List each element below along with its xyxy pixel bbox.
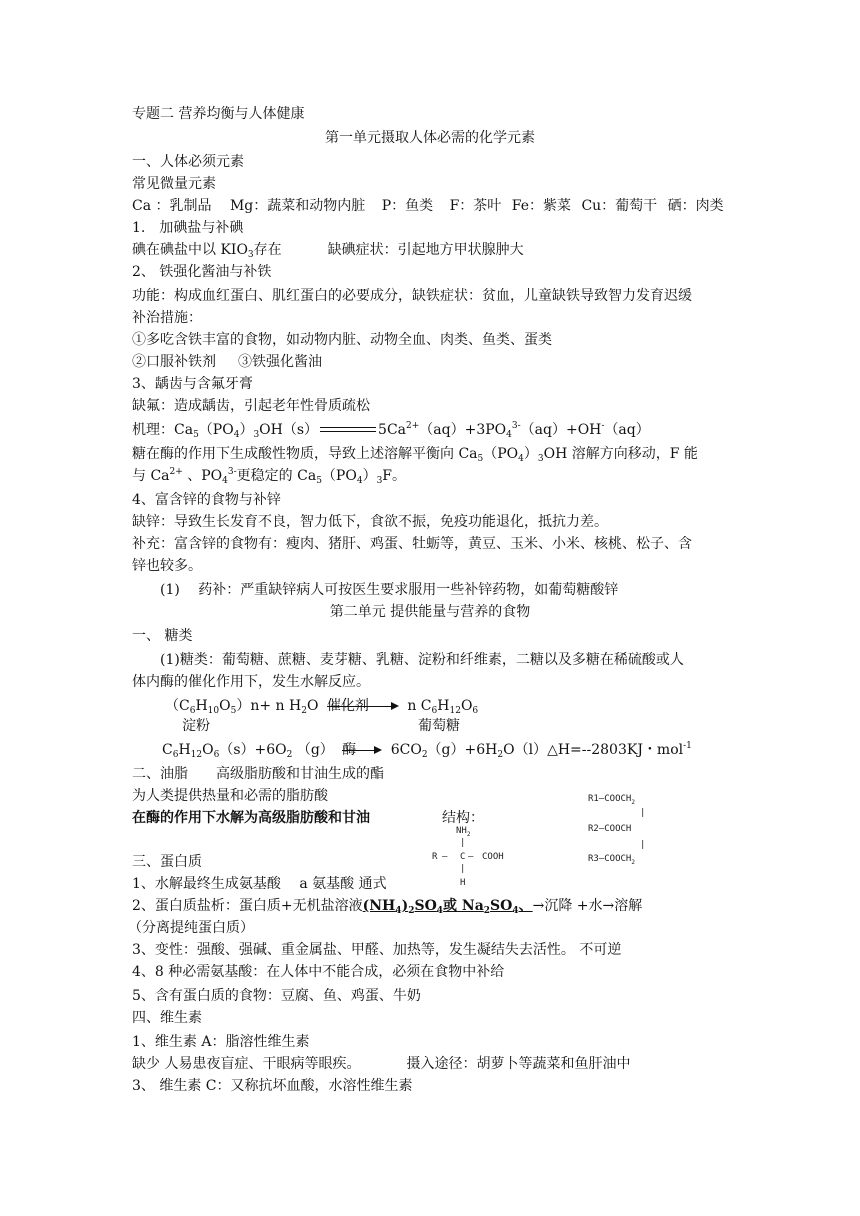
fat-heading: 二、油脂 高级脂肪酸和甘油生成的酯 [132, 766, 384, 782]
glucose-oxidation-equation: $C_6H_{12}O_6(s)+6O_2$ （g） 酶 $6CO_2(g)+6H_2O(l)\triangle H=--2803KJ$・mol$^{-1}$ [162, 741, 692, 760]
unit2-title: 第二单元 提供能量与营养的食物 [329, 604, 531, 620]
protein-heading: 三、蛋白质 [132, 854, 202, 870]
fat-hydrolysis-line [132, 808, 484, 828]
iron-function: 功能：构成血红蛋白、肌红蛋白的必要成分，缺铁症状：贫血，儿童缺铁导致智力发育迟缓 [132, 288, 692, 304]
iron-heading: 2、 铁强化酱油与补铁 [132, 264, 272, 280]
vitamin-a-detail [132, 1054, 630, 1074]
fluorine-mechanism-1: 糖在酶的作用下生成酸性物质，导致上述溶解平衡向 $Ca_5(PO_4)_3OH$ 溶解方向移动，F 能 [132, 446, 698, 464]
amino-group: $NH_2$ [456, 826, 471, 838]
fluorine-lack: 缺氟：造成龋齿，引起老年性骨质疏松 [132, 398, 370, 414]
iron-measure-1: ①多吃含铁丰富的食物，如动物内脏、动物全血、肉类、鱼类、蛋类 [132, 332, 552, 348]
mechanism-text-2d: F。 [382, 468, 407, 484]
topic-heading: 专题二 营养均衡与人体健康 [132, 106, 305, 122]
hydrolysis-equation: $(C_6H_{10}O_5)n+ n$ $H_2O$ 催化剂 n $C_6H_{12}O_6$ [165, 698, 479, 716]
protein-purification: （分离提纯蛋白质） [128, 920, 254, 936]
sugar-paragraph-2: 体内酶的催化作用下，发生水解反应。 [132, 674, 370, 690]
iron-measures-label: 补治措施： [132, 310, 202, 326]
structure-label: 结构： [442, 810, 484, 826]
zinc-supplement-2: 锌也较多。 [132, 558, 202, 574]
protein-foods: 5、含有蛋白质的食物：豆腐、鱼、鸡蛋、牛奶 [132, 988, 421, 1004]
salting-out-result: →沉降 +水→溶解 [532, 898, 643, 914]
trace-item: P：鱼类 [381, 198, 434, 214]
sugar-heading: 一、 糖类 [132, 628, 193, 644]
protein-salting-out [132, 896, 642, 916]
zinc-heading: 4、富含锌的食物与补锌 [132, 492, 281, 508]
ester-row-1: $R1—COOCH_2$ [588, 794, 635, 806]
enthalpy: △H=--2803KJ・mol [547, 742, 684, 758]
iodine-form-end: 存在 [253, 242, 282, 258]
ester-bond: | [640, 808, 646, 818]
unit1-title: 第一单元摄取人体必需的化学元素 [325, 130, 535, 146]
reaction-arrow-icon [327, 696, 399, 716]
amino-r: R [432, 852, 438, 862]
trace-item: Fe：紫菜 [511, 198, 571, 214]
starch-label: 淀粉 [182, 718, 210, 734]
salt-solution-examples: $(NH_4)_2SO_4$或 $Na_2SO_4$、 [362, 898, 533, 916]
amino-bond: | [460, 838, 466, 848]
fat-paragraph: 为人类提供热量和必需的脂肪酸 [132, 788, 328, 804]
zinc-drug: (1) 药补：严重缺锌病人可按医生要求服用一些补锌药物，如葡萄糖酸锌 [160, 582, 619, 598]
iron-measures-2-3 [132, 352, 322, 372]
triglyceride-structure [588, 794, 698, 874]
zinc-lack: 缺锌：导致生长发育不良，智力低下，食欲不振，免疫功能退化，抵抗力差。 [132, 514, 608, 530]
vitamin-a-deficiency: 缺少 人易患夜盲症、干眼病等眼疾。 [132, 1056, 361, 1072]
amino-bond: | [460, 864, 466, 874]
equilibrium-arrow-icon [320, 424, 376, 436]
fluorine-heading: 3、龋齿与含氟牙膏 [132, 376, 253, 392]
protein-denaturation: 3、变性：强酸、强碱、重金属盐、甲醛、加热等，发生凝结失去活性。 不可逆 [132, 942, 622, 958]
trace-item: Ca ：乳制品 [132, 198, 212, 214]
fluorine-mechanism-2: 与 $Ca^{2+}$ 、$PO_4^{3-}$更稳定的 $Ca_5(PO_4)_3F$。 [132, 467, 407, 486]
trace-item: Mg：蔬菜和动物内脏 [229, 198, 366, 214]
fat-hydrolysis-bold: 在酶的作用下水解为高级脂肪酸和甘油 [132, 810, 370, 826]
essential-amino-acids: 4、8 种必需氨基酸：在人体中不能合成，必须在食物中补给 [132, 964, 505, 980]
ester-bond: | [640, 840, 646, 850]
salting-out-text: 2、蛋白质盐析：蛋白质+无机盐溶液 [132, 898, 363, 914]
ester-row-2: R2—COOCH [588, 824, 632, 834]
vitamin-a-source: 摄入途径：胡萝卜等蔬菜和鱼肝油中 [406, 1056, 631, 1072]
vitamin-heading: 四、维生素 [132, 1010, 202, 1026]
trace-elements-list [132, 196, 724, 216]
vitamin-c: 3、 维生素 C：又称抗坏血酸，水溶性维生素 [132, 1078, 413, 1094]
amino-alpha-carbon: C [460, 852, 466, 862]
catalyst-label: 催化剂 [326, 698, 369, 714]
trace-item: 硒：肉类 [667, 198, 724, 214]
mechanism-text-2a: 与 Ca [132, 468, 170, 484]
iodine-deficiency: 缺碘症状：引起地方甲状腺肿大 [327, 242, 524, 258]
zinc-supplement-1: 补充：富含锌的食物有：瘦肉、猪肝、鸡蛋、牡蛎等，黄豆、玉米、小米、核桃、松子、含 [132, 536, 692, 552]
mechanism-text-2b: 、PO [182, 468, 223, 484]
iron-measure-3: ③铁强化酱油 [238, 354, 322, 370]
iodine-line: 碘在碘盐中以 $KIO_3$存在 缺碘症状：引起地方甲状腺肿大 [132, 242, 524, 260]
section-essential-elements: 一、人体必须元素 [132, 154, 244, 170]
trace-elements-title: 常见微量元素 [132, 176, 216, 192]
amino-hydrogen: H [460, 878, 466, 888]
mechanism-text: 糖在酶的作用下生成酸性物质，导致上述溶解平衡向 Ca [132, 446, 478, 462]
trace-item: F：茶叶 [449, 198, 502, 214]
glucose-label: 葡萄糖 [418, 718, 460, 734]
amino-acid-structure [432, 826, 522, 892]
iron-measure-2: ②口服补铁剂 [132, 354, 216, 370]
amino-bond: — [442, 852, 448, 862]
iodine-form: 碘在碘盐中以 KIO [132, 242, 248, 258]
enzyme-label: 酶 [342, 742, 357, 758]
vitamin-a: 1、维生素 A：脂溶性维生素 [132, 1034, 310, 1050]
trace-item: Cu：葡萄干 [581, 198, 658, 214]
reaction-arrow-icon [342, 740, 382, 760]
amino-bond: — [468, 852, 474, 862]
fluorine-equation: 机理：$Ca_5(PO_4)_3OH(s)$ $5Ca^{2+}(aq)+3PO_4^{3-}(aq)+OH^-(aq)$ [132, 421, 650, 440]
mechanism-text-end: OH 溶解方向移动，F 能 [543, 446, 698, 462]
mechanism-text-2c: 更稳定的 Ca [236, 468, 317, 484]
iodine-heading: 1. 加碘盐与补碘 [132, 220, 244, 236]
amino-carboxyl: COOH [482, 852, 504, 862]
ester-row-3: $R3—COOCH_2$ [588, 854, 635, 866]
sugar-paragraph-1: (1)糖类：葡萄糖、蔗糖、麦芽糖、乳糖、淀粉和纤维素，二糖以及多糖在稀硫酸或人 [160, 652, 684, 668]
mechanism-label: 机理：Ca [132, 422, 194, 438]
protein-line-1: 1、水解最终生成氨基酸 a 氨基酸 通式 [132, 876, 387, 892]
